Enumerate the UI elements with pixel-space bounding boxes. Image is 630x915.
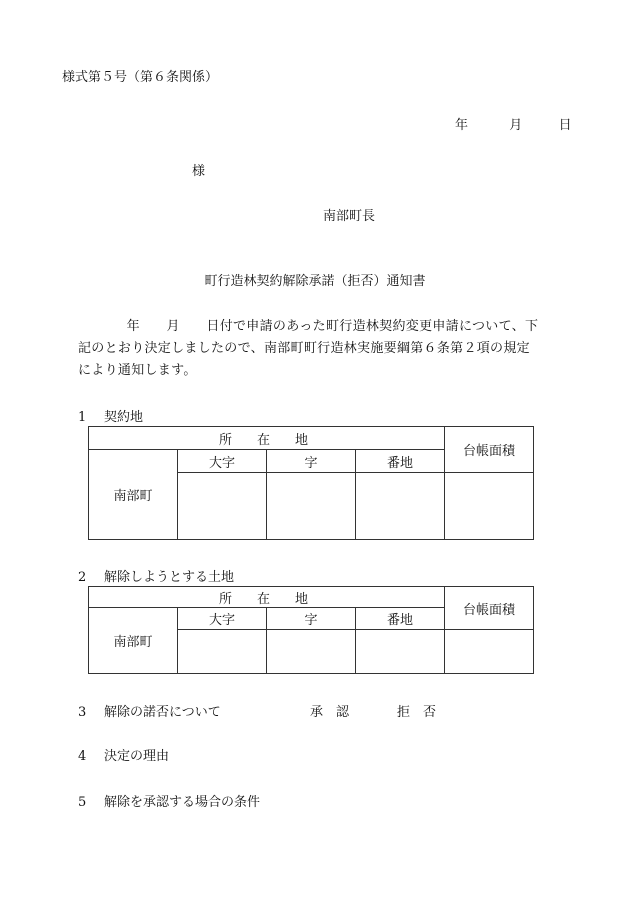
section-number: 3 [78, 705, 87, 720]
date-line [455, 114, 572, 133]
town-cell: 南部町 [89, 450, 178, 540]
form-number: 様式第５号（第６条関係） [62, 70, 219, 85]
document-title: 町行造林契約解除承諾（拒否）通知書 [204, 274, 426, 289]
section-2-heading [78, 566, 234, 585]
column-header-banchi: 番地 [356, 450, 445, 473]
area-cell[interactable] [445, 473, 534, 540]
area-header: 台帳面積 [445, 427, 534, 473]
section-label: 解除しようとする土地 [104, 570, 235, 585]
column-header-banchi: 番地 [356, 608, 445, 630]
aza-cell[interactable] [267, 473, 356, 540]
section-number: 4 [78, 749, 87, 764]
area-header: 台帳面積 [445, 587, 534, 630]
location-header: 所 在 地 [89, 427, 445, 450]
reject-option[interactable]: 拒 否 [397, 705, 437, 720]
column-header-aza: 字 [267, 450, 356, 473]
banchi-cell[interactable] [356, 473, 445, 540]
body-line: 記のとおり決定しましたので、南部町町行造林実施要綱第６条第２項の規定 [78, 341, 530, 356]
town-cell: 南部町 [89, 608, 178, 674]
section-4-heading [78, 745, 169, 764]
section-5-heading [78, 791, 260, 810]
section-number: 2 [78, 570, 87, 585]
approve-option[interactable]: 承 認 [310, 705, 350, 720]
section-number: 5 [78, 795, 87, 810]
column-header-oaza: 大字 [178, 450, 267, 473]
date-month: 月 [509, 118, 523, 133]
column-header-aza: 字 [267, 608, 356, 630]
body-paragraph [78, 316, 578, 382]
area-cell[interactable] [445, 630, 534, 674]
section-label: 解除を承認する場合の条件 [104, 795, 261, 810]
column-header-oaza: 大字 [178, 608, 267, 630]
section-3-heading [78, 701, 221, 720]
cancellation-land-table [88, 586, 534, 674]
section-label: 決定の理由 [104, 749, 170, 764]
date-day: 日 [558, 118, 572, 133]
section-label: 解除の諾否について [104, 705, 221, 720]
section-number: 1 [78, 410, 87, 425]
contract-land-table [88, 426, 534, 540]
sender-name: 南部町長 [323, 209, 376, 224]
banchi-cell[interactable] [356, 630, 445, 674]
section-label: 契約地 [104, 410, 144, 425]
oaza-cell[interactable] [178, 473, 267, 540]
addressee-suffix: 様 [192, 164, 206, 179]
oaza-cell[interactable] [178, 630, 267, 674]
body-line: により通知します。 [78, 363, 197, 378]
section-1-heading [78, 406, 143, 425]
body-line: 年 月 日付で申請のあった町行造林契約変更申請について、下 [100, 319, 539, 334]
location-header: 所 在 地 [89, 587, 445, 608]
date-year: 年 [455, 118, 469, 133]
aza-cell[interactable] [267, 630, 356, 674]
